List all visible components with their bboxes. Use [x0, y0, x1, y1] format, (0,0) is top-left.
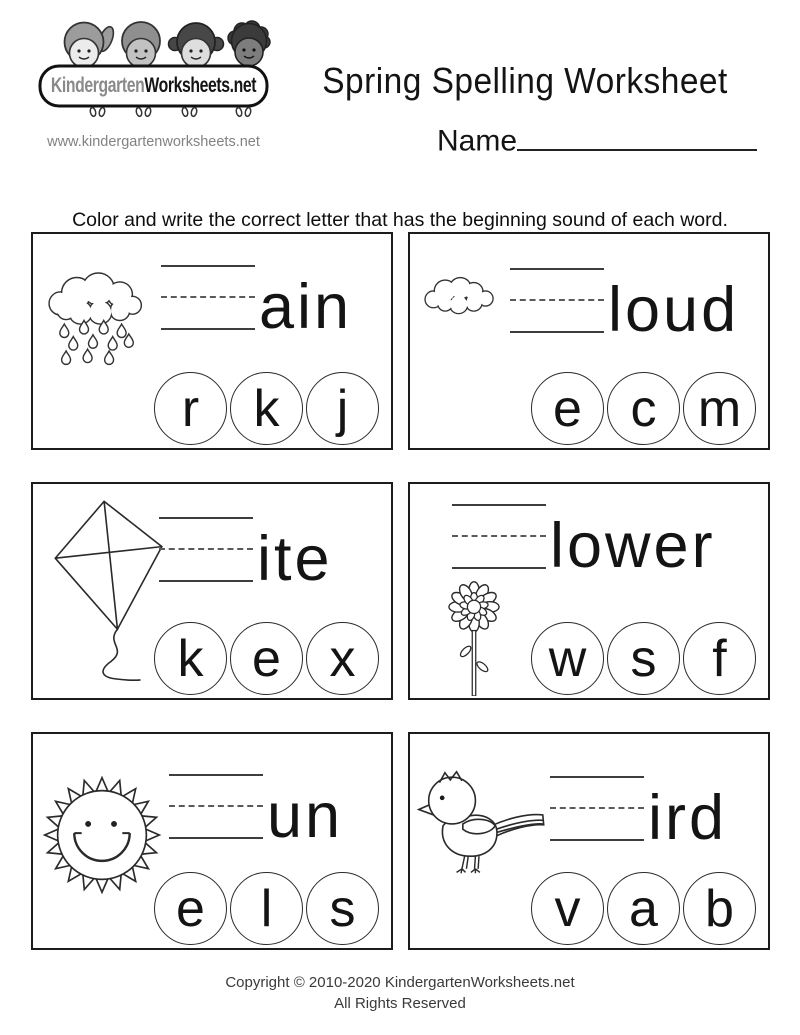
letter-label: v	[554, 879, 581, 938]
letter-choice[interactable]	[306, 872, 379, 945]
letter-label: j	[336, 379, 349, 438]
word-ending: loud	[608, 275, 740, 345]
name-row	[437, 117, 757, 159]
letter-choice[interactable]	[607, 372, 680, 445]
letter-choice[interactable]	[154, 622, 227, 695]
letter-choices	[531, 872, 756, 945]
letter-choice[interactable]	[607, 872, 680, 945]
letter-choice[interactable]	[154, 372, 227, 445]
card-bird	[408, 732, 770, 950]
write-area[interactable]	[161, 265, 353, 342]
footer	[0, 972, 800, 1014]
logo-website-url: www.kindergartenworksheets.net	[47, 134, 260, 150]
letter-label: f	[712, 629, 727, 688]
name-label: Name	[437, 124, 518, 158]
handwriting-guides	[161, 265, 255, 330]
logo-brand-black: Worksheets.net	[144, 73, 257, 97]
letter-choice[interactable]	[683, 372, 756, 445]
kite-icon	[49, 496, 169, 692]
letter-choice[interactable]	[531, 872, 604, 945]
handwriting-guides	[550, 776, 644, 841]
letter-label: k	[177, 629, 204, 688]
letter-choice[interactable]	[607, 622, 680, 695]
write-area[interactable]	[169, 774, 344, 851]
letter-choice[interactable]	[531, 622, 604, 695]
letter-label: c	[630, 379, 657, 438]
word-ending: lower	[550, 511, 716, 581]
card-grid	[31, 232, 770, 950]
letter-label: a	[629, 879, 658, 938]
handwriting-guides	[169, 774, 263, 839]
letter-label: m	[697, 379, 742, 438]
letter-choices	[154, 622, 379, 695]
write-area[interactable]	[550, 776, 728, 853]
write-area[interactable]	[510, 268, 740, 345]
letter-label: b	[705, 879, 734, 938]
letter-label: w	[548, 629, 587, 688]
letter-choice[interactable]	[683, 872, 756, 945]
letter-choices	[154, 372, 379, 445]
rain-cloud-icon	[41, 264, 153, 373]
handwriting-guides	[452, 504, 546, 569]
logo-brand-gray: Kindergarten	[50, 73, 145, 97]
rights-text: All Rights Reserved	[334, 995, 466, 1012]
card-flower	[408, 482, 770, 700]
letter-label: e	[553, 379, 582, 438]
card-rain	[31, 232, 393, 450]
instruction-text: Color and write the correct letter that has the beginning sound of each word.	[72, 208, 728, 231]
copyright-text: Copyright © 2010-2020 KindergartenWorksheets.net	[225, 974, 575, 991]
letter-choice[interactable]	[531, 372, 604, 445]
handwriting-guides	[159, 517, 253, 582]
cloud-icon	[420, 274, 504, 323]
logo-kids-illustration	[36, 8, 271, 133]
logo	[36, 8, 274, 150]
page-title: Spring Spelling Worksheet	[322, 60, 728, 102]
letter-choice[interactable]	[306, 622, 379, 695]
word-ending: ite	[257, 524, 333, 594]
card-sun	[31, 732, 393, 950]
letter-choice[interactable]	[230, 622, 303, 695]
word-ending: un	[267, 781, 344, 851]
letter-choice[interactable]	[230, 872, 303, 945]
letter-choice[interactable]	[154, 872, 227, 945]
flower-icon	[442, 579, 506, 701]
letter-choices	[154, 872, 379, 945]
logo-wordmark	[50, 67, 257, 104]
letter-choice[interactable]	[306, 372, 379, 445]
letter-label: s	[329, 879, 356, 938]
word-ending: ain	[259, 272, 353, 342]
letter-choices	[531, 372, 756, 445]
card-kite	[31, 482, 393, 700]
bird-icon	[416, 770, 551, 881]
word-ending: ird	[648, 783, 728, 853]
write-area[interactable]	[452, 504, 716, 581]
name-blank[interactable]	[517, 117, 757, 151]
letter-label: x	[329, 629, 356, 688]
letter-label: k	[253, 379, 280, 438]
write-area[interactable]	[159, 517, 333, 594]
letter-label: r	[181, 379, 200, 438]
sun-icon	[41, 774, 163, 901]
letter-label: l	[260, 879, 273, 938]
letter-label: e	[176, 879, 205, 938]
card-cloud	[408, 232, 770, 450]
handwriting-guides	[510, 268, 604, 333]
letter-choice[interactable]	[683, 622, 756, 695]
letter-choices	[531, 622, 756, 695]
letter-choice[interactable]	[230, 372, 303, 445]
letter-label: s	[630, 629, 657, 688]
letter-label: e	[252, 629, 281, 688]
